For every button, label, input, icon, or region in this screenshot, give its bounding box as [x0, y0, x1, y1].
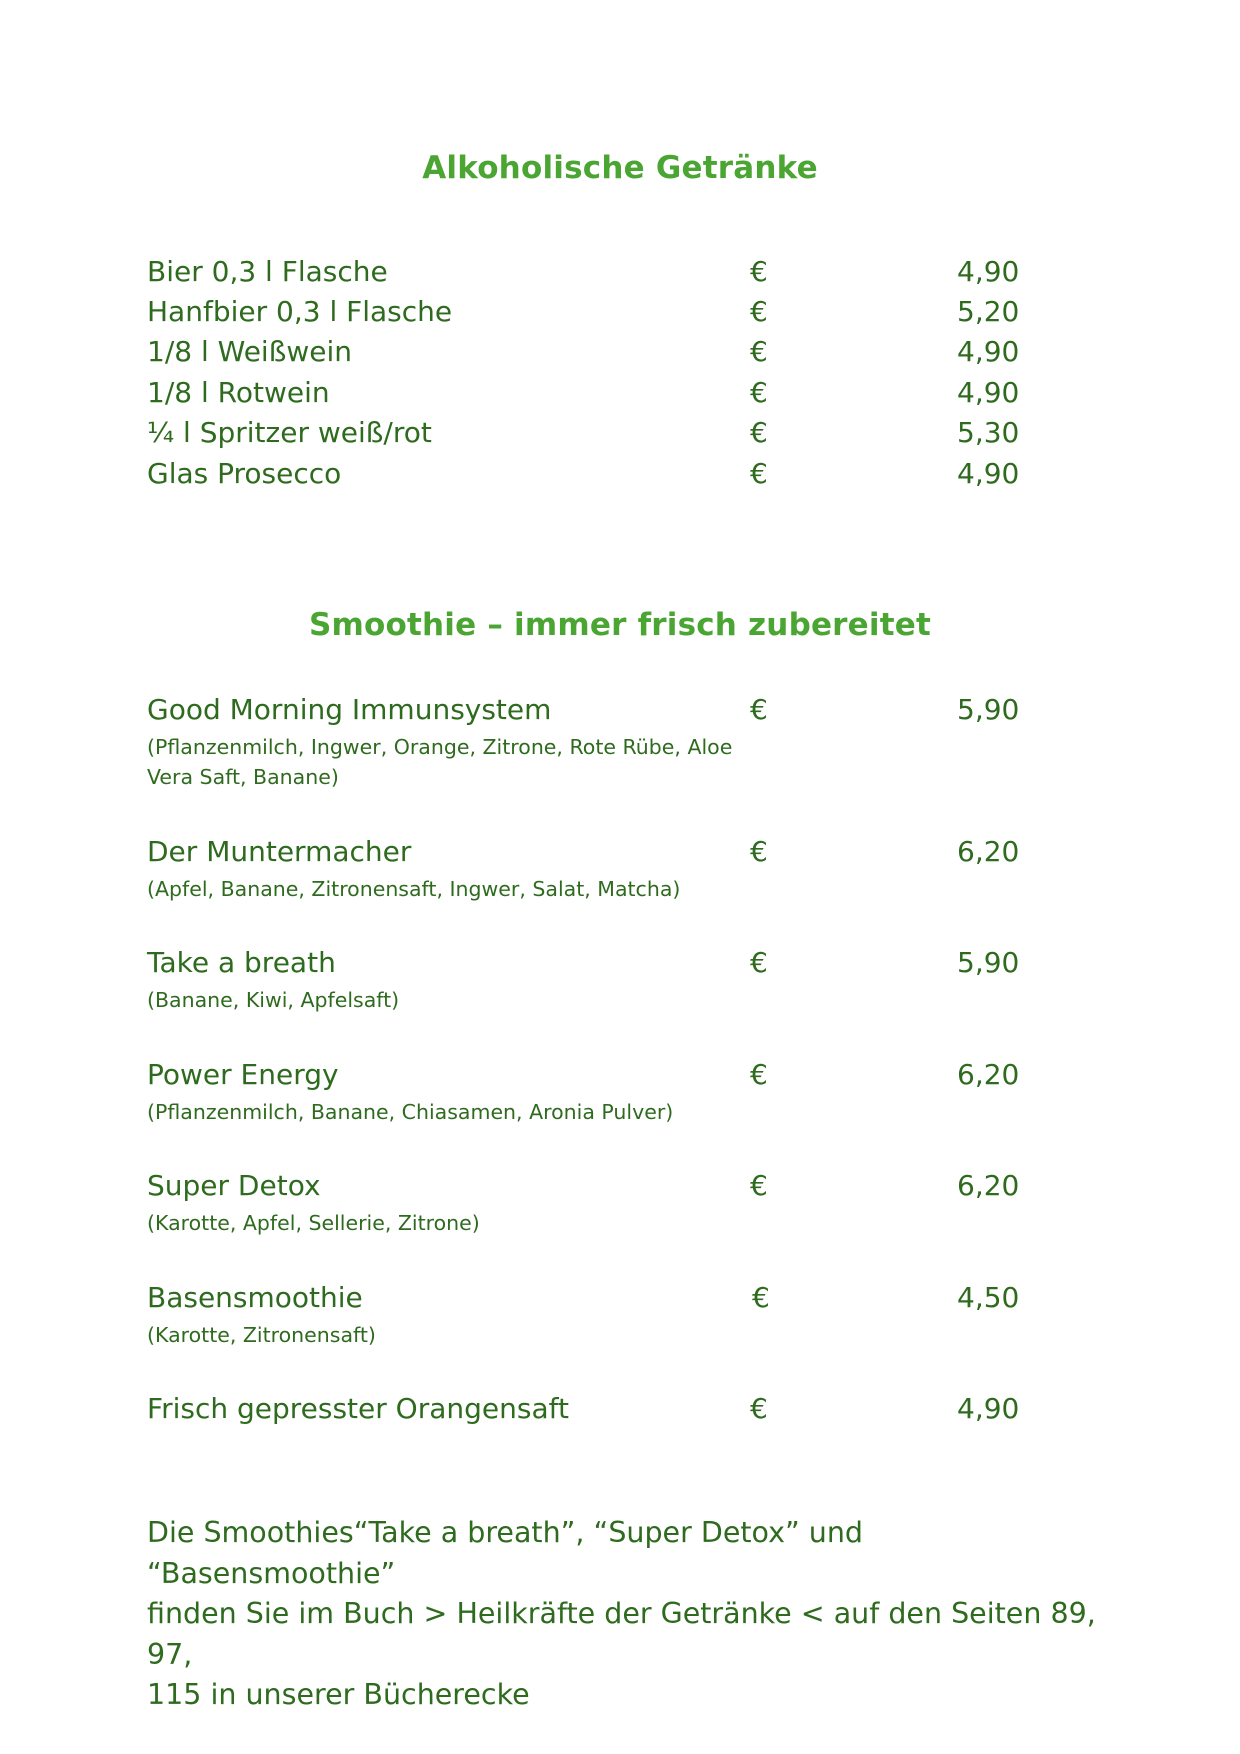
item-description: (Apfel, Banane, Zitronensaft, Ingwer, Salat, Matcha) [147, 877, 681, 901]
menu-item [147, 832, 1047, 901]
item-price: 4,90 [957, 335, 1020, 368]
menu-item [147, 292, 1047, 332]
item-name: Take a breath [147, 946, 336, 979]
footnote-line: Die Smoothies“Take a breath”, “Super Detox” und “Basensmoothie” [147, 1516, 863, 1590]
section-title-alcoholic: Alkoholische Getränke [422, 150, 818, 186]
item-currency: € [750, 335, 768, 368]
item-price: 4,90 [957, 1392, 1020, 1425]
menu-item [147, 413, 1047, 453]
item-price: 6,20 [957, 1169, 1020, 1202]
item-price: 5,30 [957, 416, 1020, 449]
item-name: Hanfbier 0,3 l Flasche [147, 295, 453, 328]
item-currency: € [750, 457, 768, 490]
item-price: 4,50 [957, 1281, 1020, 1314]
item-name: 1/8 l Weißwein [147, 335, 352, 368]
menu-item [147, 943, 1047, 1012]
item-price: 6,20 [957, 1058, 1020, 1091]
item-currency: € [750, 376, 768, 409]
item-currency: € [750, 1392, 768, 1425]
item-description: (Banane, Kiwi, Apfelsaft) [147, 988, 400, 1012]
footnote-line: 115 in unserer Bücherecke [147, 1678, 530, 1711]
item-name: Basensmoothie [147, 1281, 363, 1314]
item-currency: € [752, 1281, 770, 1314]
item-name: 1/8 l Rotwein [147, 376, 330, 409]
menu-item [147, 252, 1047, 292]
item-price: 6,20 [957, 835, 1020, 868]
item-price: 5,20 [957, 295, 1020, 328]
item-price: 5,90 [957, 693, 1020, 726]
item-name: Der Muntermacher [147, 835, 412, 868]
item-description: (Pflanzenmilch, Ingwer, Orange, Zitrone, Rote Rübe, Aloe Vera Saft, Banane) [147, 735, 733, 789]
item-price: 4,90 [957, 376, 1020, 409]
item-name: Super Detox [147, 1169, 321, 1202]
item-currency: € [750, 693, 768, 726]
menu-item [147, 373, 1047, 413]
menu-item [147, 454, 1047, 494]
section-title-smoothies: Smoothie – immer frisch zubereitet [308, 607, 931, 643]
menu-item [147, 1055, 1047, 1124]
menu-item [147, 1278, 1047, 1347]
item-description: (Karotte, Apfel, Sellerie, Zitrone) [147, 1211, 480, 1235]
item-currency: € [750, 255, 768, 288]
item-currency: € [750, 946, 768, 979]
menu-item [147, 1389, 1047, 1429]
item-name: Bier 0,3 l Flasche [147, 255, 388, 288]
item-name: Frisch gepresster Orangensaft [147, 1392, 569, 1425]
item-description: (Karotte, Zitronensaft) [147, 1323, 376, 1347]
item-currency: € [750, 1058, 768, 1091]
menu-item [147, 1166, 1047, 1235]
item-currency: € [750, 835, 768, 868]
item-price: 5,90 [957, 946, 1020, 979]
item-description: (Pflanzenmilch, Banane, Chiasamen, Aronia Pulver) [147, 1100, 674, 1124]
item-name: Glas Prosecco [147, 457, 342, 490]
item-name: ¼ l Spritzer weiß/rot [147, 416, 432, 449]
item-currency: € [750, 295, 768, 328]
item-name: Good Morning Immunsystem [147, 693, 552, 726]
item-currency: € [750, 416, 768, 449]
item-price: 4,90 [957, 255, 1020, 288]
menu-item [147, 332, 1047, 372]
item-name: Power Energy [147, 1058, 339, 1091]
item-price: 4,90 [957, 457, 1020, 490]
footnote-line: finden Sie im Buch > Heilkräfte der Getränke < auf den Seiten 89, 97, [147, 1597, 1096, 1671]
item-currency: € [750, 1169, 768, 1202]
menu-item [147, 690, 1047, 789]
footnote [147, 1513, 1107, 1716]
